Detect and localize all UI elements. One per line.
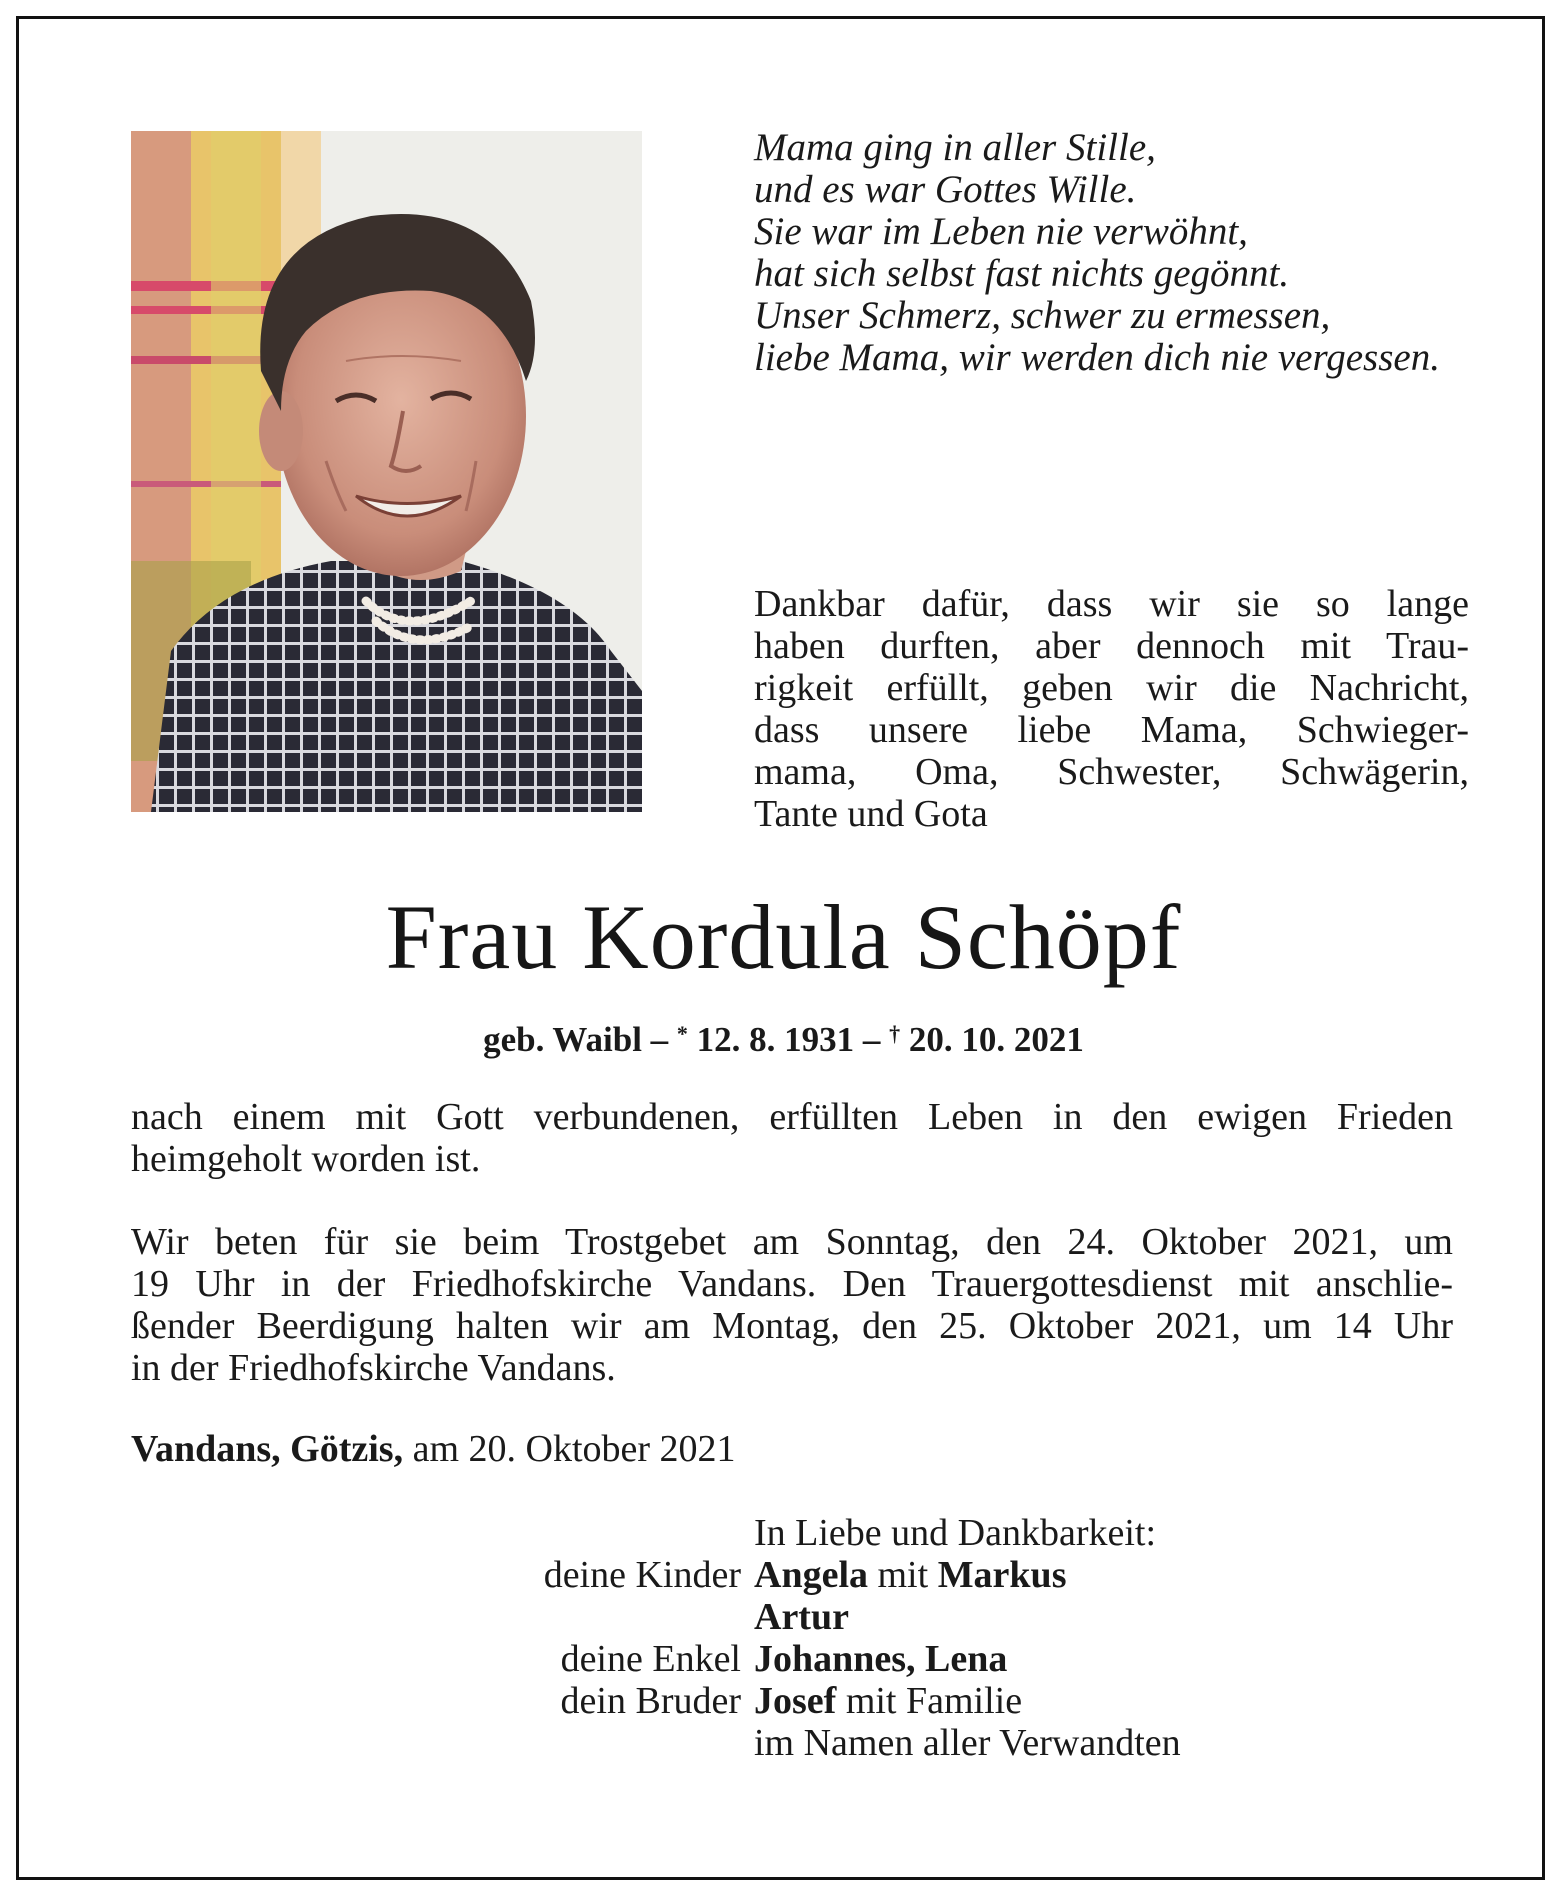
connector: mit: [868, 1554, 938, 1596]
death-symbol: †: [889, 1021, 901, 1046]
family-names: [754, 1596, 849, 1638]
closing-line: im Namen aller Verwandten: [754, 1722, 1181, 1764]
body-line: Wir beten für sie beim Trostgebet am Sonntag, den 24. Oktober 2021, um: [131, 1221, 1453, 1263]
family-names: [754, 1554, 1066, 1596]
birth-date: 12. 8. 1931: [687, 1020, 855, 1059]
family-names: [754, 1638, 1007, 1680]
signoff: In Liebe und Dankbarkeit:: [754, 1512, 1157, 1554]
birth-symbol: *: [676, 1021, 688, 1046]
body-line: 19 Uhr in der Friedhofskirche Vandans. Den Trauergottesdienst mit anschlie-: [131, 1263, 1453, 1305]
poem-line: hat sich selbst fast nichts gegönnt.: [754, 252, 1290, 295]
place-date: [131, 1428, 736, 1470]
intro-line: dass unsere liebe Mama, Schwieger-: [754, 709, 1469, 751]
place-names: Vandans, Götzis,: [131, 1428, 404, 1470]
child-name: Artur: [754, 1596, 849, 1638]
poem-line: Unser Schmerz, schwer zu ermessen,: [754, 294, 1331, 337]
separator: –: [854, 1020, 890, 1059]
intro-text: [754, 583, 1469, 835]
body-line: ßender Beerdigung halten wir am Montag, den 25. Oktober 2021, um 14 Uhr: [131, 1305, 1453, 1347]
poem-line: Mama ging in aller Stille,: [754, 126, 1156, 169]
intro-line: haben durften, aber dennoch mit Trau-: [754, 625, 1469, 667]
deceased-name: Frau Kordula Schöpf: [385, 886, 1182, 988]
intro-line: Dankbar dafür, dass wir sie so lange: [754, 583, 1469, 625]
birth-name: geb. Waibl: [483, 1020, 642, 1059]
poem-line: und es war Gottes Wille.: [754, 168, 1137, 211]
poem: [754, 127, 1474, 379]
death-date: 20. 10. 2021: [900, 1020, 1084, 1059]
paragraph-death: [131, 1096, 1453, 1180]
poem-line: Sie war im Leben nie verwöhnt,: [754, 210, 1248, 253]
partner-name: Markus: [937, 1554, 1067, 1596]
life-dates: [19, 1014, 1548, 1060]
child-name: Angela: [754, 1554, 868, 1596]
brother-name: Josef: [754, 1680, 837, 1722]
family-list: [19, 1554, 1548, 1764]
family-row-closing: [19, 1722, 1548, 1764]
family-names: [754, 1680, 1022, 1722]
intro-line: Tante und Gota: [754, 793, 988, 835]
family-row-brother: [19, 1680, 1548, 1722]
family-label: dein Bruder: [560, 1680, 741, 1722]
paragraph-service: [131, 1221, 1453, 1389]
family-label: deine Enkel: [560, 1638, 741, 1680]
body-line: in der Friedhofskirche Vandans.: [131, 1347, 616, 1389]
family-label: deine Kinder: [543, 1554, 741, 1596]
body-line: nach einem mit Gott verbundenen, erfüllten Leben in den ewigen Frieden: [131, 1096, 1453, 1138]
family-row-children-2: [19, 1596, 1548, 1638]
grandchild-names: Johannes, Lena: [754, 1638, 1008, 1680]
separator: –: [641, 1020, 677, 1059]
family-suffix: mit Familie: [836, 1680, 1023, 1722]
family-row-grandchildren: [19, 1638, 1548, 1680]
notice-date: am 20. Oktober 2021: [403, 1428, 736, 1470]
portrait-photo: [131, 131, 642, 812]
intro-line: mama, Oma, Schwester, Schwägerin,: [754, 751, 1469, 793]
intro-line: rigkeit erfüllt, geben wir die Nachricht,: [754, 667, 1469, 709]
obituary-notice: [16, 16, 1545, 1880]
poem-line: liebe Mama, wir werden dich nie vergessen.: [754, 336, 1440, 379]
family-row-children: [19, 1554, 1548, 1596]
body-line: heimgeholt worden ist.: [131, 1138, 481, 1180]
